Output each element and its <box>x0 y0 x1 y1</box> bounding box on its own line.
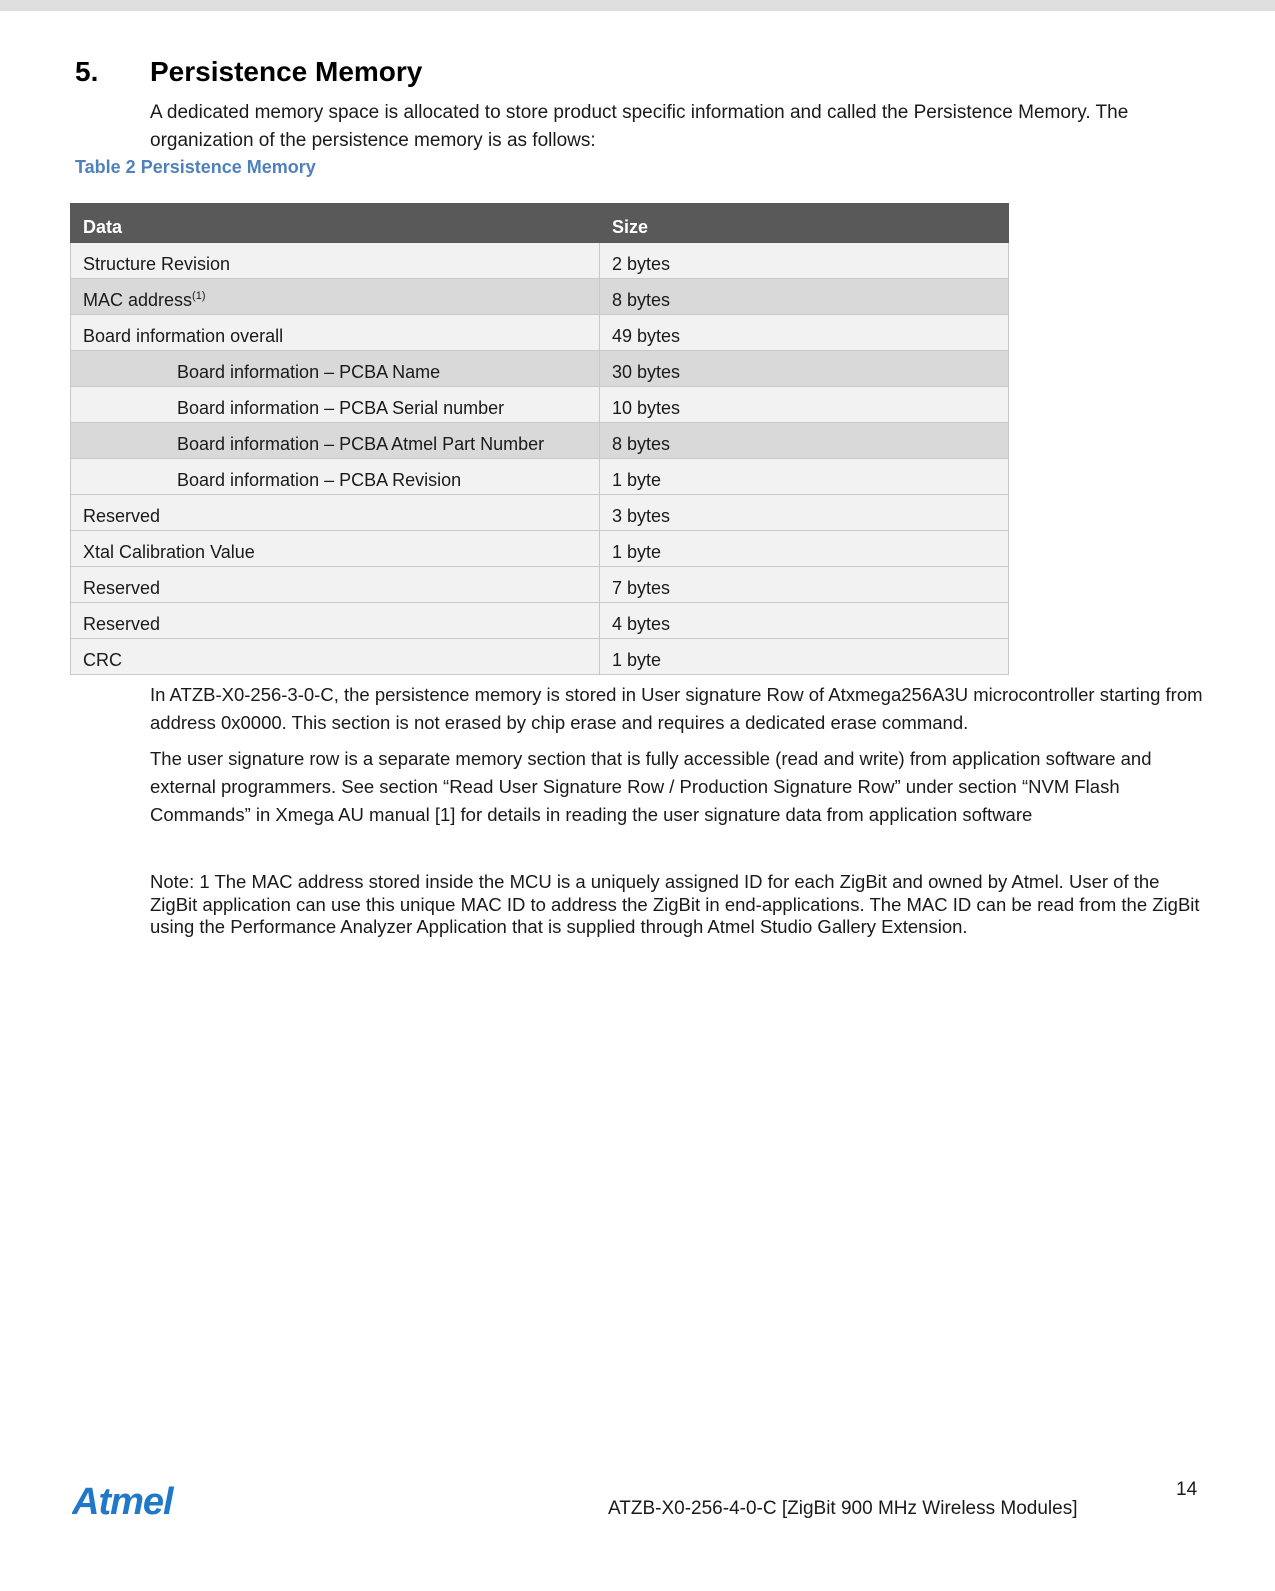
table-row <box>71 243 1009 279</box>
cell-data: Board information – PCBA Serial number <box>71 387 600 423</box>
table-row <box>71 603 1009 639</box>
cell-size: 3 bytes <box>600 495 1009 531</box>
cell-data: Board information – PCBA Atmel Part Number <box>71 423 600 459</box>
cell-size: 7 bytes <box>600 567 1009 603</box>
cell-data: Board information – PCBA Name <box>71 351 600 387</box>
table-row <box>71 495 1009 531</box>
cell-data: Structure Revision <box>71 243 600 279</box>
cell-size: 10 bytes <box>600 387 1009 423</box>
cell-size: 30 bytes <box>600 351 1009 387</box>
cell-size: 1 byte <box>600 639 1009 675</box>
user-signature-paragraph: The user signature row is a separate memory section that is fully accessible (read and write) from application software and external programmers. See section “Read User Signature Row / Production Signature Row” under section “NVM Flash Commands” in Xmega AU manual [1] for details in reading the user signature data from application software <box>150 748 1152 825</box>
footnote-marker: (1) <box>192 290 206 302</box>
section-title: Persistence Memory <box>150 56 423 87</box>
atmel-logo-icon <box>72 1484 202 1520</box>
cell-data: Board information – PCBA Revision <box>71 459 600 495</box>
section-heading <box>75 56 422 88</box>
cell-size: 2 bytes <box>600 243 1009 279</box>
table-row <box>71 459 1009 495</box>
persistence-memory-table <box>70 203 1009 675</box>
cell-size: 1 byte <box>600 459 1009 495</box>
table-row <box>71 315 1009 351</box>
table-row <box>71 531 1009 567</box>
cell-size: 49 bytes <box>600 315 1009 351</box>
cell-data: CRC <box>71 639 600 675</box>
table-row <box>71 567 1009 603</box>
cell-size: 1 byte <box>600 531 1009 567</box>
cell-data-text: MAC address <box>83 290 193 310</box>
header-data: Data <box>71 204 600 243</box>
cell-data: Board information overall <box>71 315 600 351</box>
cell-size: 4 bytes <box>600 603 1009 639</box>
section-number: 5. <box>75 56 99 87</box>
table-row <box>71 279 1009 315</box>
cell-data: Reserved <box>71 567 600 603</box>
header-size: Size <box>600 204 1009 243</box>
intro-paragraph: A dedicated memory space is allocated to store product specific information and called the Persistence Memory. The organization of the persistence memory is as follows: <box>150 102 1129 151</box>
table-row <box>71 351 1009 387</box>
table-row <box>71 423 1009 459</box>
cell-size: 8 bytes <box>600 279 1009 315</box>
cell-data: Reserved <box>71 495 600 531</box>
page-number: 14 <box>1176 1479 1198 1500</box>
table-row <box>71 387 1009 423</box>
page-top-bar <box>0 0 1275 11</box>
cell-size: 8 bytes <box>600 423 1009 459</box>
table-caption: Table 2 Persistence Memory <box>75 157 316 177</box>
cell-data <box>71 279 600 315</box>
footnote: Note: 1 The MAC address stored inside the MCU is a uniquely assigned ID for each ZigBit and owned by Atmel. User of the ZigBit application can use this unique MAC ID to address the ZigBit in end-applications. The MAC ID can be read from the ZigBit using the Performance Analyzer Application that is supplied through Atmel Studio Gallery Extension. <box>150 871 1200 937</box>
atmel-logo <box>72 1484 202 1525</box>
svg-text:Atmel: Atmel <box>72 1484 173 1520</box>
footer-document-title: ATZB-X0-256-4-0-C [ZigBit 900 MHz Wireless Modules] <box>608 1498 1078 1519</box>
cell-data: Reserved <box>71 603 600 639</box>
storage-paragraph: In ATZB-X0-256-3-0-C, the persistence memory is stored in User signature Row of Atxmega256A3U microcontroller starting from address 0x0000. This section is not erased by chip erase and requires a dedicated erase command. <box>150 684 1203 733</box>
table-row <box>71 639 1009 675</box>
cell-data: Xtal Calibration Value <box>71 531 600 567</box>
table-header-row <box>71 204 1009 243</box>
